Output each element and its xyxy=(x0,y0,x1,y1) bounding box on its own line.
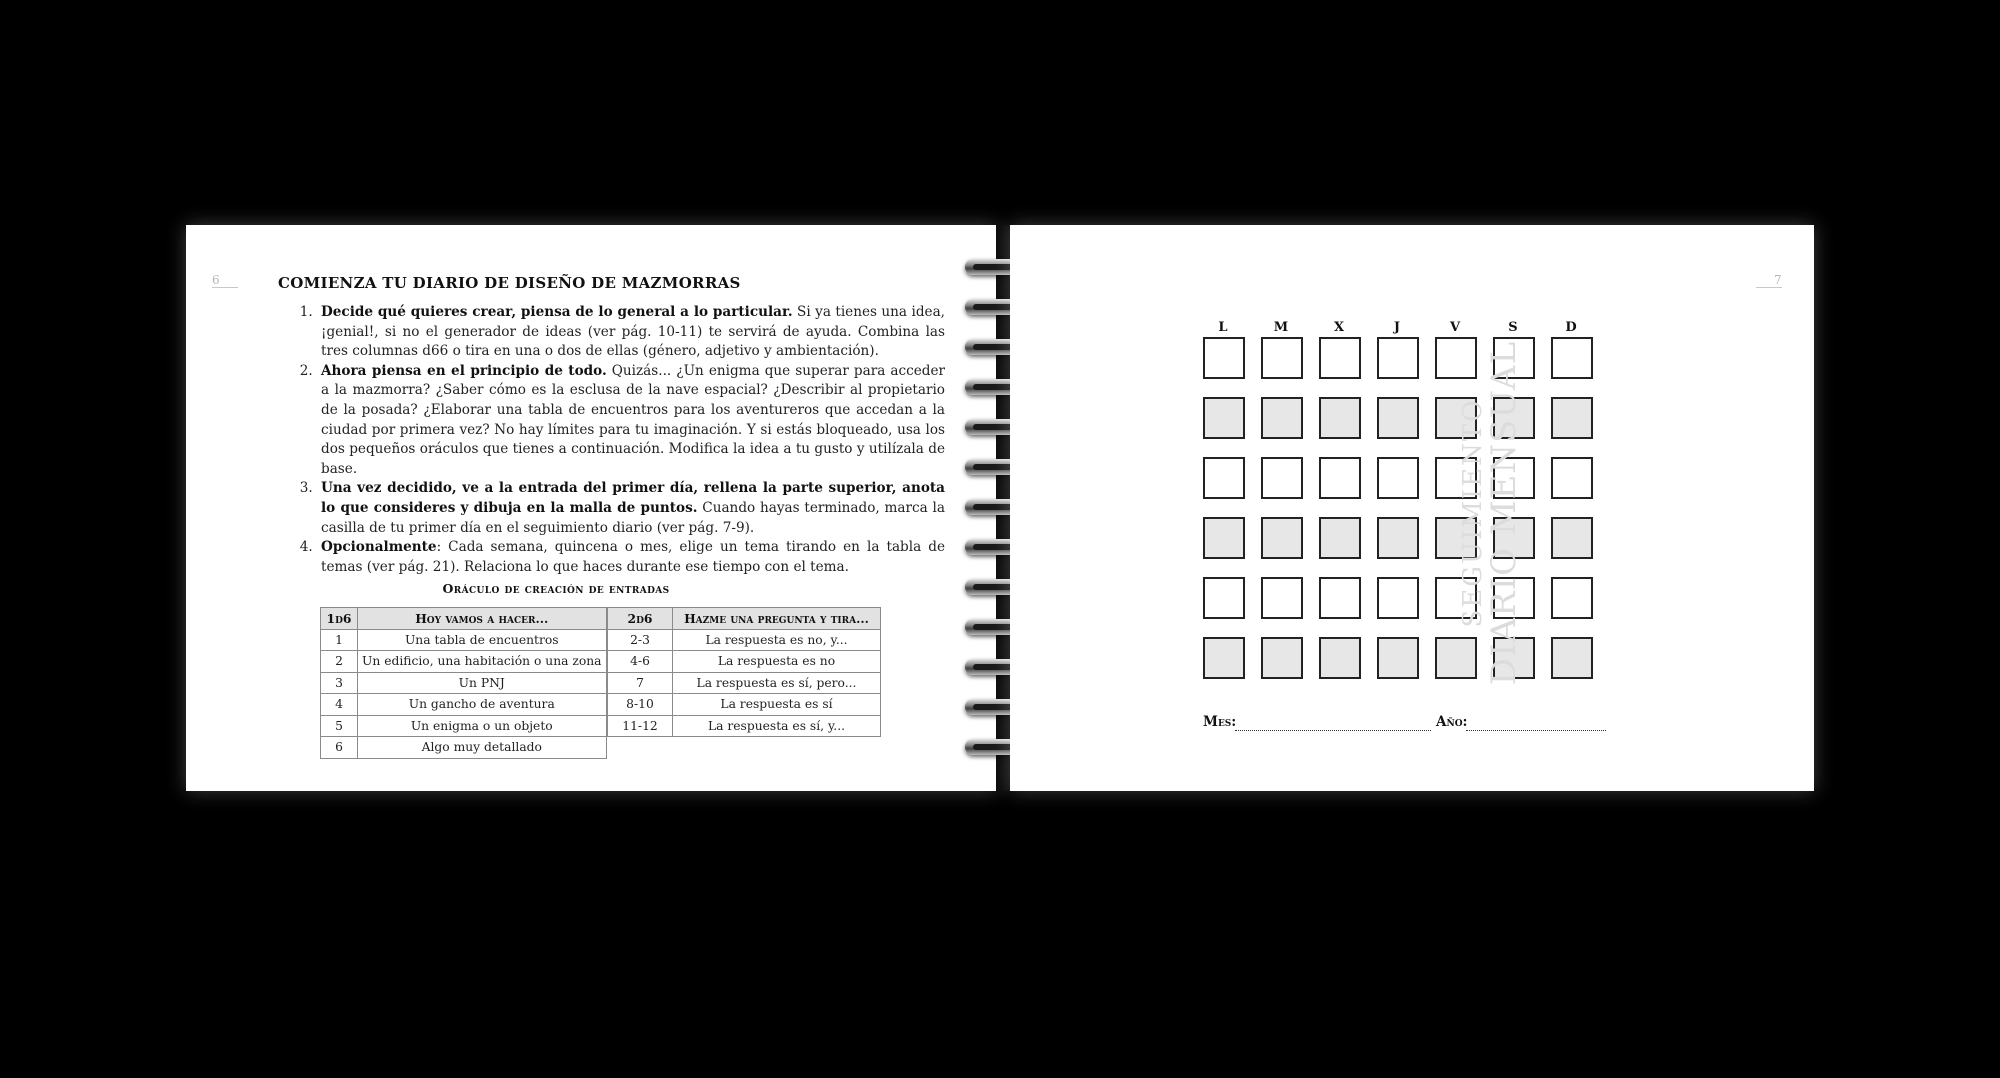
tracker-checkbox[interactable] xyxy=(1203,457,1245,499)
result-cell: Un enigma o un objeto xyxy=(358,715,607,737)
side-title-line2: DIARIO MENSUAL xyxy=(1484,340,1524,686)
tracker-checkbox[interactable] xyxy=(1377,637,1419,679)
table-row xyxy=(321,694,607,716)
oracle-table-2d6 xyxy=(607,607,881,737)
tracker-checkbox[interactable] xyxy=(1377,337,1419,379)
roll-cell: 8-10 xyxy=(608,694,673,716)
tracker-checkbox[interactable] xyxy=(1551,457,1593,499)
roll-cell: 1 xyxy=(321,629,358,651)
tracker-checkbox[interactable] xyxy=(1551,397,1593,439)
result-cell: La respuesta es sí, y... xyxy=(673,715,881,737)
table-header: Hazme una pregunta y tira... xyxy=(673,608,881,630)
tracker-checkbox[interactable] xyxy=(1203,517,1245,559)
year-field[interactable] xyxy=(1466,730,1606,731)
day-header: D xyxy=(1565,320,1577,335)
roll-cell: 2 xyxy=(321,651,358,673)
page-number-rule xyxy=(212,287,238,288)
right-page xyxy=(1010,225,1814,791)
table-header: 1d6 xyxy=(321,608,358,630)
oracle-title: Oráculo de creación de entradas xyxy=(442,581,670,596)
table-row xyxy=(321,715,607,737)
result-cell: La respuesta es sí xyxy=(673,694,881,716)
tracker-checkbox[interactable] xyxy=(1551,517,1593,559)
page-number-rule xyxy=(1756,287,1782,288)
result-cell: Un PNJ xyxy=(358,672,607,694)
tracker-checkbox[interactable] xyxy=(1261,637,1303,679)
step-item: 1. Decide qué quieres crear, piensa de lo general a lo particular. Si ya tienes una idea, ¡genial!, si no el generador de ideas (ver pág. 10-11) te servirá de ayuda. Combina las tres columnas d66 o tira en una o dos de ellas (género, adjetivo y ambientación). xyxy=(317,303,945,362)
oracle-table-1d6 xyxy=(320,607,607,759)
table-row xyxy=(608,715,881,737)
tracker-checkbox[interactable] xyxy=(1319,397,1361,439)
year-label: Año: xyxy=(1436,714,1468,730)
month-field[interactable] xyxy=(1235,730,1431,731)
day-header: V xyxy=(1449,320,1461,335)
result-cell: La respuesta es sí, pero... xyxy=(673,672,881,694)
month-label: Mes: xyxy=(1203,714,1237,730)
tracker-checkbox[interactable] xyxy=(1377,577,1419,619)
tracker-checkbox[interactable] xyxy=(1261,517,1303,559)
result-cell: Una tabla de encuentros xyxy=(358,629,607,651)
left-page xyxy=(186,225,997,791)
day-header: M xyxy=(1273,320,1289,335)
roll-cell: 3 xyxy=(321,672,358,694)
page-number: 6 xyxy=(212,273,220,287)
tracker-checkbox[interactable] xyxy=(1551,577,1593,619)
tracker-checkbox[interactable] xyxy=(1203,637,1245,679)
page-number: 7 xyxy=(1774,273,1782,287)
tracker-checkbox[interactable] xyxy=(1551,337,1593,379)
roll-cell: 6 xyxy=(321,737,358,759)
roll-cell: 4-6 xyxy=(608,651,673,673)
result-cell: Algo muy detallado xyxy=(358,737,607,759)
tracker-checkbox[interactable] xyxy=(1261,397,1303,439)
day-header: J xyxy=(1393,320,1401,335)
step-item: 3. Una vez decidido, ve a la entrada del primer día, rellena la parte superior, anota lo que consideres y dibuja en la malla de puntos. Cuando hayas terminado, marca la casilla de tu primer día en el seguimiento diario (ver pág. 7-9). xyxy=(317,479,945,538)
result-cell: Un gancho de aventura xyxy=(358,694,607,716)
tracker-checkbox[interactable] xyxy=(1377,397,1419,439)
table-row xyxy=(608,694,881,716)
tracker-checkbox[interactable] xyxy=(1203,577,1245,619)
tracker-checkbox[interactable] xyxy=(1203,397,1245,439)
tracker-checkbox[interactable] xyxy=(1261,457,1303,499)
table-row xyxy=(321,629,607,651)
table-row xyxy=(321,651,607,673)
tracker-checkbox[interactable] xyxy=(1551,637,1593,679)
roll-cell: 2-3 xyxy=(608,629,673,651)
tracker-checkbox[interactable] xyxy=(1319,577,1361,619)
tracker-checkbox[interactable] xyxy=(1377,517,1419,559)
tracker-checkbox[interactable] xyxy=(1319,517,1361,559)
step-item: 2. Ahora piensa en el principio de todo. Quizás... ¿Un enigma que superar para acceder a la mazmorra? ¿Saber cómo es la esclusa de la nave espacial? ¿Describir al propietario de la posada? ¿Elaborar una tabla de encuentros para los aventureros que accedan a la ciudad por primera vez? No hay límites para tu imaginación. Y si estás bloqueado, usa los dos pequeños oráculos que tienes a continuación. Modifica la idea a tu gusto y utilízala de base. xyxy=(317,362,945,480)
tracker-checkbox[interactable] xyxy=(1319,337,1361,379)
side-title-line1: SEGUIMIENTO xyxy=(1458,398,1488,628)
tracker-checkbox[interactable] xyxy=(1319,637,1361,679)
section-heading: COMIENZA TU DIARIO DE DISEÑO DE MAZMORRAS xyxy=(278,274,741,292)
table-row xyxy=(321,737,607,759)
table-row xyxy=(608,651,881,673)
table-header: 2d6 xyxy=(608,608,673,630)
roll-cell: 4 xyxy=(321,694,358,716)
table-row xyxy=(608,672,881,694)
table-row xyxy=(321,672,607,694)
result-cell: Un edificio, una habitación o una zona xyxy=(358,651,607,673)
side-title xyxy=(1458,340,1524,686)
tracker-checkbox[interactable] xyxy=(1261,577,1303,619)
roll-cell: 11-12 xyxy=(608,715,673,737)
tracker-checkbox[interactable] xyxy=(1319,457,1361,499)
roll-cell: 5 xyxy=(321,715,358,737)
day-header: L xyxy=(1218,320,1228,335)
day-header: S xyxy=(1508,320,1518,335)
tracker-checkbox[interactable] xyxy=(1377,457,1419,499)
tracker-checkbox[interactable] xyxy=(1261,337,1303,379)
table-row xyxy=(608,629,881,651)
steps-list xyxy=(279,303,945,577)
result-cell: La respuesta es no, y... xyxy=(673,629,881,651)
step-item: 4. Opcionalmente: Cada semana, quincena o mes, elige un tema tirando en la tabla de temas (ver pág. 21). Relaciona lo que haces durante ese tiempo con el tema. xyxy=(317,538,945,577)
roll-cell: 7 xyxy=(608,672,673,694)
result-cell: La respuesta es no xyxy=(673,651,881,673)
tracker-checkbox[interactable] xyxy=(1203,337,1245,379)
table-header: Hoy vamos a hacer... xyxy=(358,608,607,630)
day-header: X xyxy=(1333,320,1345,335)
